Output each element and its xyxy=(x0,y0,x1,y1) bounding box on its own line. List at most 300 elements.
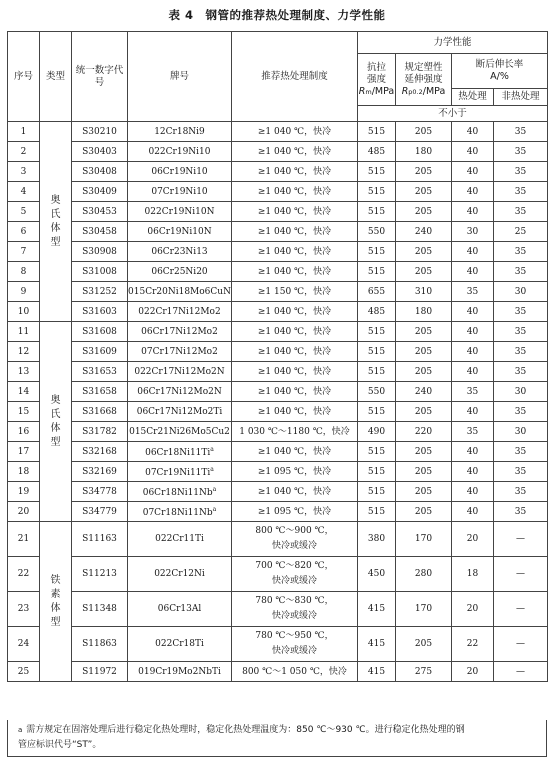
table-row xyxy=(8,557,548,592)
cell-grade xyxy=(128,462,232,482)
cell-yield: 205 xyxy=(396,242,452,262)
cell-code: S32168 xyxy=(72,442,128,462)
cell-treatment xyxy=(232,592,358,627)
cell-tensile: 485 xyxy=(358,142,396,162)
treatment-line: ≥1 150 ℃，快冷 xyxy=(257,286,332,297)
cell-code: S31609 xyxy=(72,342,128,362)
cell-code: S34778 xyxy=(72,482,128,502)
treatment-line: ≥1 040 ℃，快冷 xyxy=(257,446,332,457)
cell-yield: 240 xyxy=(396,222,452,242)
cell-elong-heat: 35 xyxy=(452,282,494,302)
cell-yield: 205 xyxy=(396,442,452,462)
cell-yield: 205 xyxy=(396,322,452,342)
heat-treatment-mechanical-properties-table xyxy=(7,31,548,682)
cell-yield: 205 xyxy=(396,202,452,222)
treatment-line: 780 ℃～830 ℃， xyxy=(255,596,334,606)
cell-seq: 13 xyxy=(8,362,40,382)
table-row xyxy=(8,382,548,402)
cell-grade xyxy=(128,362,232,382)
table-row xyxy=(8,482,548,502)
cell-grade xyxy=(128,282,232,302)
cell-tensile: 515 xyxy=(358,442,396,462)
grade-text: 06Cr18Ni11Nb xyxy=(142,488,213,498)
cell-elong-heat: 40 xyxy=(452,482,494,502)
cell-elong-nonheat: 30 xyxy=(494,382,548,402)
cell-treatment xyxy=(232,422,358,442)
cell-code: S34779 xyxy=(72,502,128,522)
grade-text: 022Cr19Ni10N xyxy=(144,206,215,217)
header-heat-treated: 热处理 xyxy=(452,89,494,106)
cell-seq: 2 xyxy=(8,142,40,162)
cell-tensile: 515 xyxy=(358,182,396,202)
cell-grade xyxy=(128,202,232,222)
cell-elong-heat: 40 xyxy=(452,142,494,162)
cell-grade xyxy=(128,557,232,592)
table-row xyxy=(8,202,548,222)
cell-code: S11348 xyxy=(72,592,128,627)
cell-grade xyxy=(128,182,232,202)
cell-yield: 205 xyxy=(396,342,452,362)
cell-treatment xyxy=(232,502,358,522)
cell-tensile: 415 xyxy=(358,627,396,662)
cell-elong-heat: 35 xyxy=(452,382,494,402)
grade-text: 06Cr19Ni10 xyxy=(151,166,208,177)
header-elongation: 断后伸长率 A/% xyxy=(452,54,548,89)
cell-grade xyxy=(128,222,232,242)
grade-text: 07Cr18Ni11Nb xyxy=(142,508,213,518)
cell-tensile: 515 xyxy=(358,502,396,522)
treatment-line: ≥1 040 ℃，快冷 xyxy=(257,486,332,497)
treatment-line: 快冷或缓冷 xyxy=(271,611,317,621)
cell-grade xyxy=(128,122,232,142)
cell-code: S31653 xyxy=(72,362,128,382)
cell-yield: 205 xyxy=(396,162,452,182)
cell-treatment xyxy=(232,282,358,302)
grade-text: 06Cr19Ni10N xyxy=(147,226,212,237)
cell-code: S30408 xyxy=(72,162,128,182)
treatment-line: ≥1 040 ℃，快冷 xyxy=(257,206,332,217)
grade-text: 022Cr18Ti xyxy=(155,639,204,649)
cell-treatment xyxy=(232,382,358,402)
footnote xyxy=(7,720,547,757)
cell-tensile: 515 xyxy=(358,322,396,342)
cell-grade xyxy=(128,502,232,522)
cell-code: S30908 xyxy=(72,242,128,262)
grade-text: 06Cr13Al xyxy=(157,604,202,614)
cell-elong-nonheat: 35 xyxy=(494,202,548,222)
header-yield-strength: 规定塑性 延伸强度 Rp0.2/MPa xyxy=(396,54,452,106)
footnote-line-2: 管应标识代号“ST”。 xyxy=(18,740,102,750)
cell-treatment xyxy=(232,202,358,222)
cell-elong-nonheat: 35 xyxy=(494,502,548,522)
cell-grade xyxy=(128,302,232,322)
header-tensile-strength: 抗拉 强度 Rm/MPa xyxy=(358,54,396,106)
header-mechanical-properties: 力学性能 xyxy=(358,32,548,54)
cell-elong-heat: 40 xyxy=(452,122,494,142)
cell-seq: 8 xyxy=(8,262,40,282)
grade-text: 022Cr12Ni xyxy=(154,569,205,579)
grade-text: 06Cr23Ni13 xyxy=(151,246,208,257)
cell-elong-heat: 40 xyxy=(452,242,494,262)
cell-grade xyxy=(128,482,232,502)
table-row xyxy=(8,162,548,182)
grade-text: 022Cr17Ni12Mo2N xyxy=(134,366,225,377)
cell-yield: 170 xyxy=(396,522,452,557)
grade-text: 06Cr17Ni12Mo2Ti xyxy=(136,406,223,417)
cell-tensile: 515 xyxy=(358,342,396,362)
cell-treatment xyxy=(232,322,358,342)
cell-elong-nonheat: 35 xyxy=(494,322,548,342)
treatment-line: ≥1 040 ℃，快冷 xyxy=(257,406,332,417)
footnote-ref: a xyxy=(212,486,217,493)
cell-elong-heat: 40 xyxy=(452,362,494,382)
cell-tensile: 515 xyxy=(358,262,396,282)
treatment-line: ≥1 040 ℃，快冷 xyxy=(257,146,332,157)
cell-tensile: 415 xyxy=(358,662,396,682)
cell-seq: 1 xyxy=(8,122,40,142)
table-row xyxy=(8,282,548,302)
cell-treatment xyxy=(232,142,358,162)
table-row xyxy=(8,402,548,422)
cell-code: S31603 xyxy=(72,302,128,322)
cell-elong-heat: 40 xyxy=(452,402,494,422)
cell-type xyxy=(40,322,72,522)
cell-yield: 170 xyxy=(396,592,452,627)
cell-elong-heat: 40 xyxy=(452,342,494,362)
cell-tensile: 515 xyxy=(358,122,396,142)
table-row xyxy=(8,627,548,662)
grade-text: 06Cr18Ni11Ti xyxy=(145,448,211,458)
cell-seq: 3 xyxy=(8,162,40,182)
treatment-line: 800 ℃～1 050 ℃，快冷 xyxy=(242,666,347,677)
footnote-ref: a xyxy=(210,466,214,473)
cell-elong-heat: 40 xyxy=(452,502,494,522)
cell-treatment xyxy=(232,627,358,662)
cell-elong-nonheat: — xyxy=(494,662,548,682)
treatment-line: 700 ℃～820 ℃， xyxy=(255,561,334,571)
cell-yield: 310 xyxy=(396,282,452,302)
treatment-line: ≥1 040 ℃，快冷 xyxy=(257,346,332,357)
footnote-line-1: 需方规定在固溶处理后进行稳定化热处理时，稳定化热处理温度为：850 ℃～930 ℃。进行稳定化热处理的钢 xyxy=(26,725,465,735)
treatment-line: ≥1 040 ℃，快冷 xyxy=(257,246,332,257)
table-row xyxy=(8,522,548,557)
treatment-line: ≥1 040 ℃，快冷 xyxy=(257,326,332,337)
cell-seq: 7 xyxy=(8,242,40,262)
cell-tensile: 415 xyxy=(358,592,396,627)
cell-elong-nonheat: 35 xyxy=(494,182,548,202)
cell-elong-heat: 40 xyxy=(452,162,494,182)
cell-elong-nonheat: 35 xyxy=(494,482,548,502)
cell-treatment xyxy=(232,482,358,502)
cell-treatment xyxy=(232,442,358,462)
table-row xyxy=(8,502,548,522)
footnote-ref: a xyxy=(212,506,217,513)
cell-code: S31668 xyxy=(72,402,128,422)
header-seq: 序号 xyxy=(8,32,40,122)
cell-grade xyxy=(128,382,232,402)
cell-elong-heat: 20 xyxy=(452,522,494,557)
cell-elong-nonheat: — xyxy=(494,627,548,662)
grade-text: 022Cr17Ni12Mo2 xyxy=(138,306,221,317)
treatment-line: ≥1 040 ℃，快冷 xyxy=(257,266,332,277)
cell-elong-nonheat: 35 xyxy=(494,142,548,162)
cell-treatment xyxy=(232,162,358,182)
cell-grade xyxy=(128,422,232,442)
type-label: 奥氏体型 xyxy=(50,194,61,248)
cell-yield: 205 xyxy=(396,482,452,502)
treatment-line: ≥1 095 ℃，快冷 xyxy=(257,506,332,517)
cell-elong-nonheat: 35 xyxy=(494,342,548,362)
grade-text: 06Cr17Ni12Mo2 xyxy=(141,326,218,337)
cell-grade xyxy=(128,522,232,557)
cell-yield: 205 xyxy=(396,262,452,282)
cell-yield: 180 xyxy=(396,142,452,162)
treatment-line: ≥1 040 ℃，快冷 xyxy=(257,306,332,317)
cell-treatment xyxy=(232,122,358,142)
cell-grade xyxy=(128,162,232,182)
header-minimum: 不小于 xyxy=(358,106,548,122)
cell-grade xyxy=(128,142,232,162)
footnote-ref: a xyxy=(210,446,214,453)
cell-elong-heat: 40 xyxy=(452,262,494,282)
cell-tensile: 515 xyxy=(358,402,396,422)
cell-yield: 275 xyxy=(396,662,452,682)
cell-elong-nonheat: 35 xyxy=(494,442,548,462)
cell-elong-heat: 40 xyxy=(452,322,494,342)
cell-code: S11213 xyxy=(72,557,128,592)
grade-text: 019Cr19Mo2NbTi xyxy=(138,666,221,677)
table-title: 表 4 钢管的推荐热处理制度、力学性能 xyxy=(168,8,386,22)
grade-text: 022Cr19Ni10 xyxy=(148,146,211,157)
cell-elong-heat: 30 xyxy=(452,222,494,242)
cell-seq: 16 xyxy=(8,422,40,442)
cell-seq: 25 xyxy=(8,662,40,682)
treatment-line: ≥1 040 ℃，快冷 xyxy=(257,166,332,177)
grade-text: 015Cr20Ni18Mo6CuN xyxy=(128,286,231,297)
cell-treatment xyxy=(232,557,358,592)
cell-elong-nonheat: 30 xyxy=(494,422,548,442)
cell-elong-heat: 40 xyxy=(452,182,494,202)
cell-elong-nonheat: 30 xyxy=(494,282,548,302)
cell-grade xyxy=(128,402,232,422)
treatment-line: ≥1 040 ℃，快冷 xyxy=(257,366,332,377)
cell-elong-nonheat: 35 xyxy=(494,262,548,282)
cell-seq: 22 xyxy=(8,557,40,592)
header-code: 统一数字代号 xyxy=(72,32,128,122)
header-treatment: 推荐热处理制度 xyxy=(232,32,358,122)
cell-tensile: 485 xyxy=(358,302,396,322)
treatment-line: ≥1 095 ℃，快冷 xyxy=(257,466,332,477)
cell-elong-heat: 20 xyxy=(452,662,494,682)
cell-treatment xyxy=(232,362,358,382)
cell-tensile: 450 xyxy=(358,557,396,592)
cell-elong-heat: 40 xyxy=(452,442,494,462)
cell-seq: 11 xyxy=(8,322,40,342)
type-label: 铁素体型 xyxy=(50,574,61,628)
cell-code: S30210 xyxy=(72,122,128,142)
cell-seq: 12 xyxy=(8,342,40,362)
cell-elong-heat: 40 xyxy=(452,202,494,222)
cell-tensile: 550 xyxy=(358,382,396,402)
header-type: 类型 xyxy=(40,32,72,122)
cell-tensile: 515 xyxy=(358,202,396,222)
cell-elong-nonheat: 35 xyxy=(494,162,548,182)
treatment-line: 1 030 ℃～1180 ℃，快冷 xyxy=(239,426,350,437)
cell-treatment xyxy=(232,522,358,557)
cell-tensile: 550 xyxy=(358,222,396,242)
table-row xyxy=(8,242,548,262)
table-row xyxy=(8,262,548,282)
cell-seq: 4 xyxy=(8,182,40,202)
type-label: 奥氏体型 xyxy=(50,394,61,448)
cell-treatment xyxy=(232,262,358,282)
cell-code: S30409 xyxy=(72,182,128,202)
cell-tensile: 515 xyxy=(358,462,396,482)
cell-yield: 205 xyxy=(396,362,452,382)
cell-code: S11163 xyxy=(72,522,128,557)
header-non-heat-treated: 非热处理 xyxy=(494,89,548,106)
table-row xyxy=(8,362,548,382)
cell-seq: 18 xyxy=(8,462,40,482)
cell-tensile: 515 xyxy=(358,242,396,262)
cell-yield: 180 xyxy=(396,302,452,322)
cell-tensile: 515 xyxy=(358,482,396,502)
grade-text: 015Cr21Ni26Mo5Cu2 xyxy=(129,426,230,437)
cell-grade xyxy=(128,322,232,342)
cell-elong-nonheat: 35 xyxy=(494,462,548,482)
cell-treatment xyxy=(232,182,358,202)
table-row xyxy=(8,592,548,627)
header-grade: 牌号 xyxy=(128,32,232,122)
cell-yield: 205 xyxy=(396,502,452,522)
table-row xyxy=(8,222,548,242)
grade-text: 022Cr11Ti xyxy=(155,534,204,544)
cell-treatment xyxy=(232,222,358,242)
cell-tensile: 515 xyxy=(358,362,396,382)
cell-yield: 205 xyxy=(396,182,452,202)
cell-elong-heat: 22 xyxy=(452,627,494,662)
cell-seq: 20 xyxy=(8,502,40,522)
treatment-line: 快冷或缓冷 xyxy=(271,646,317,656)
cell-seq: 6 xyxy=(8,222,40,242)
cell-elong-nonheat: 35 xyxy=(494,302,548,322)
cell-seq: 17 xyxy=(8,442,40,462)
cell-tensile: 380 xyxy=(358,522,396,557)
cell-tensile: 490 xyxy=(358,422,396,442)
table-row xyxy=(8,142,548,162)
cell-yield: 240 xyxy=(396,382,452,402)
cell-grade xyxy=(128,662,232,682)
cell-type xyxy=(40,522,72,682)
cell-code: S31608 xyxy=(72,322,128,342)
cell-grade xyxy=(128,592,232,627)
treatment-line: ≥1 040 ℃，快冷 xyxy=(257,386,332,397)
cell-code: S31782 xyxy=(72,422,128,442)
treatment-line: 800 ℃～900 ℃， xyxy=(255,526,334,536)
cell-elong-nonheat: 35 xyxy=(494,242,548,262)
cell-grade xyxy=(128,262,232,282)
grade-text: 06Cr17Ni12Mo2N xyxy=(137,386,222,397)
cell-elong-nonheat: — xyxy=(494,522,548,557)
cell-code: S31658 xyxy=(72,382,128,402)
footnote-mark: a xyxy=(18,726,23,734)
cell-elong-nonheat: 25 xyxy=(494,222,548,242)
cell-elong-nonheat: — xyxy=(494,557,548,592)
cell-seq: 21 xyxy=(8,522,40,557)
cell-grade xyxy=(128,442,232,462)
cell-yield: 280 xyxy=(396,557,452,592)
cell-elong-heat: 40 xyxy=(452,302,494,322)
grade-text: 07Cr19Ni11Ti xyxy=(145,468,211,478)
treatment-line: 快冷或缓冷 xyxy=(271,576,317,586)
grade-text: 07Cr17Ni12Mo2 xyxy=(141,346,218,357)
cell-code: S31252 xyxy=(72,282,128,302)
treatment-line: 780 ℃～950 ℃， xyxy=(255,631,334,641)
cell-treatment xyxy=(232,462,358,482)
table-row xyxy=(8,122,548,142)
cell-yield: 205 xyxy=(396,122,452,142)
grade-text: 06Cr25Ni20 xyxy=(151,266,208,277)
cell-elong-heat: 35 xyxy=(452,422,494,442)
cell-treatment xyxy=(232,342,358,362)
cell-code: S30458 xyxy=(72,222,128,242)
cell-elong-heat: 20 xyxy=(452,592,494,627)
table-row xyxy=(8,302,548,322)
cell-code: S11863 xyxy=(72,627,128,662)
table-row xyxy=(8,442,548,462)
cell-treatment xyxy=(232,302,358,322)
grade-text: 07Cr19Ni10 xyxy=(151,186,208,197)
treatment-line: 快冷或缓冷 xyxy=(271,541,317,551)
cell-yield: 205 xyxy=(396,627,452,662)
cell-tensile: 655 xyxy=(358,282,396,302)
cell-code: S11972 xyxy=(72,662,128,682)
cell-code: S31008 xyxy=(72,262,128,282)
table-row xyxy=(8,342,548,362)
cell-grade xyxy=(128,242,232,262)
cell-elong-nonheat: 35 xyxy=(494,402,548,422)
table-row xyxy=(8,182,548,202)
cell-seq: 14 xyxy=(8,382,40,402)
treatment-line: ≥1 040 ℃，快冷 xyxy=(257,226,332,237)
cell-seq: 23 xyxy=(8,592,40,627)
cell-seq: 10 xyxy=(8,302,40,322)
treatment-line: ≥1 040 ℃，快冷 xyxy=(257,126,332,137)
cell-treatment xyxy=(232,402,358,422)
cell-grade xyxy=(128,627,232,662)
cell-seq: 5 xyxy=(8,202,40,222)
cell-tensile: 515 xyxy=(358,162,396,182)
cell-elong-heat: 40 xyxy=(452,462,494,482)
cell-seq: 15 xyxy=(8,402,40,422)
cell-code: S30403 xyxy=(72,142,128,162)
cell-treatment xyxy=(232,242,358,262)
cell-code: S30453 xyxy=(72,202,128,222)
treatment-line: ≥1 040 ℃，快冷 xyxy=(257,186,332,197)
table-row xyxy=(8,422,548,442)
cell-elong-nonheat: 35 xyxy=(494,362,548,382)
cell-elong-nonheat: — xyxy=(494,592,548,627)
table-row xyxy=(8,662,548,682)
cell-type xyxy=(40,122,72,322)
cell-grade xyxy=(128,342,232,362)
cell-yield: 205 xyxy=(396,402,452,422)
table-row xyxy=(8,462,548,482)
cell-seq: 19 xyxy=(8,482,40,502)
cell-seq: 9 xyxy=(8,282,40,302)
cell-code: S32169 xyxy=(72,462,128,482)
grade-text: 12Cr18Ni9 xyxy=(154,126,205,137)
